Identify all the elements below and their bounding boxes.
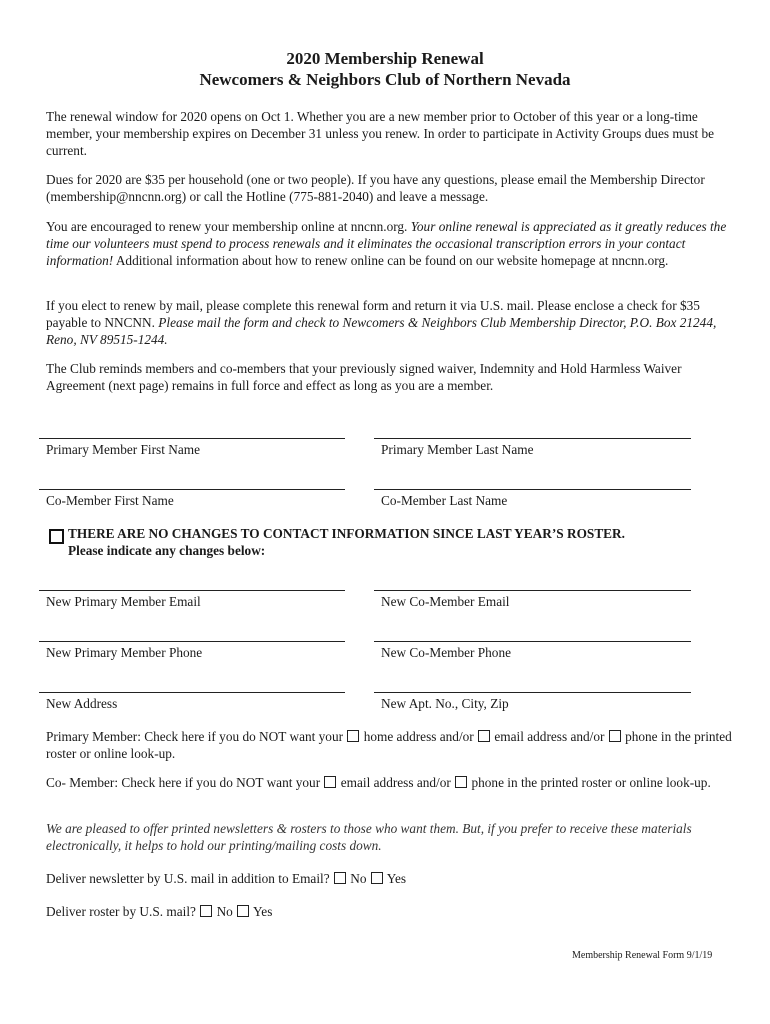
co-privacy-paragraph	[46, 774, 736, 791]
no-changes-checkbox[interactable]	[49, 529, 64, 544]
new-primary-email-field[interactable]	[39, 590, 345, 591]
new-address-label: New Address	[46, 696, 118, 711]
intro-paragraph-4	[46, 297, 736, 348]
new-primary-phone-field[interactable]	[39, 641, 345, 642]
p4-italic-text: Please mail the form and check to Newcomers & Neighbors Club Membership Director, P.O. Box 21244, Reno, NV 89515-1244.	[46, 315, 717, 347]
primary-hide-phone-checkbox[interactable]	[609, 730, 621, 742]
newsletter-question-text: Deliver newsletter by U.S. mail in addition to Email?	[46, 871, 330, 886]
indicate-changes-label: Please indicate any changes below:	[68, 543, 266, 558]
co-first-name-field[interactable]	[39, 489, 345, 490]
new-address-field[interactable]	[39, 692, 345, 693]
intro-paragraph-5: The Club reminds members and co-members that your previously signed waiver, Indemnity and Hold Harmless Waiver Agreement (next page) remains in full force and effect as long as you are a member.	[46, 361, 682, 393]
page-title: 2020 Membership Renewal	[286, 49, 484, 68]
new-primary-phone-label: New Primary Member Phone	[46, 645, 203, 660]
roster-no-label: No	[216, 904, 233, 919]
newsletter-yes-checkbox[interactable]	[371, 872, 383, 884]
no-changes-label: THERE ARE NO CHANGES TO CONTACT INFORMATION SINCE LAST YEAR’S ROSTER.	[68, 526, 625, 541]
roster-yes-checkbox[interactable]	[237, 905, 249, 917]
new-co-email-field[interactable]	[374, 590, 691, 591]
roster-question-text: Deliver roster by U.S. mail?	[46, 904, 196, 919]
co-phone-label: phone in the printed roster or online	[471, 775, 663, 790]
primary-first-name-label: Primary Member First Name	[46, 442, 200, 457]
co-last-name-field[interactable]	[374, 489, 691, 490]
primary-privacy-paragraph	[46, 728, 736, 762]
form-footer: Membership Renewal Form 9/1/19	[572, 950, 713, 961]
primary-address-label: home address and/or	[363, 729, 474, 744]
p3-text: You are encouraged to renew your membership online at nncnn.org.	[46, 219, 411, 234]
primary-email-label: email address and/or	[494, 729, 605, 744]
new-apt-city-zip-field[interactable]	[374, 692, 691, 693]
new-co-phone-field[interactable]	[374, 641, 691, 642]
co-email-label: email address and/or	[340, 775, 451, 790]
page-subtitle: Newcomers & Neighbors Club of Northern Nevada	[199, 70, 571, 89]
primary-phone-label: phone	[625, 729, 658, 744]
new-co-email-label: New Co-Member Email	[381, 594, 510, 609]
newsletter-delivery-question	[46, 870, 736, 887]
intro-paragraph-1: The renewal window for 2020 opens on Oct 1. Whether you are a new member prior to October of this year or a long-time member, your membership expires on December 31 unless you renew. In order to participate in Activity Groups dues must be current.	[46, 109, 715, 158]
intro-paragraph-2: Dues for 2020 are $35 per household (one or two people). If you have any questions, please email the Membership Director (membership@nncnn.org) or call the Hotline (775-881-2040) and leave a message.	[46, 172, 705, 204]
primary-last-name-label: Primary Member Last Name	[381, 442, 534, 457]
roster-yes-label: Yes	[253, 904, 273, 919]
p4-text: If you elect to renew by mail, please complete this renewal form and return it via U.S. mail. Please enclose a check for $35 payable to NNCNN.	[46, 298, 700, 330]
roster-no-checkbox[interactable]	[200, 905, 212, 917]
newsletter-yes-label: Yes	[386, 871, 407, 886]
co-privacy-tail: look-up.	[666, 775, 711, 790]
co-first-name-label: Co-Member First Name	[46, 493, 174, 508]
new-apt-city-zip-label: New Apt. No., City, Zip	[381, 696, 509, 711]
co-hide-phone-checkbox[interactable]	[455, 776, 467, 788]
roster-delivery-question	[46, 903, 736, 920]
p3-italic-text: Your online renewal is appreciated as it greatly reduces the time our volunteers must spend to process renewals and it eliminates the occasional transcription errors in your contact information!	[46, 219, 727, 268]
co-last-name-label: Co-Member Last Name	[381, 493, 508, 508]
primary-hide-email-checkbox[interactable]	[478, 730, 490, 742]
primary-hide-address-checkbox[interactable]	[347, 730, 359, 742]
newsletter-no-checkbox[interactable]	[334, 872, 346, 884]
p3-tail-text: Additional information about how to renew online can be found on our website homepage at nncnn.org.	[113, 253, 669, 268]
co-privacy-text: Co- Member: Check here if you do NOT want your	[46, 775, 321, 790]
new-primary-email-label: New Primary Member Email	[46, 594, 201, 609]
primary-privacy-tail: in the printed roster or online look-up.	[46, 729, 732, 761]
newsletter-note: We are pleased to offer printed newsletters & rosters to those who want them. But, if you prefer to receive these materials electronically, it helps to hold our printing/mailing costs down.	[46, 821, 692, 853]
primary-privacy-text: Primary Member: Check here if you do NOT want your	[46, 729, 344, 744]
new-co-phone-label: New Co-Member Phone	[381, 645, 511, 660]
co-hide-email-checkbox[interactable]	[324, 776, 336, 788]
primary-last-name-field[interactable]	[374, 438, 691, 439]
newsletter-no-label: No	[350, 871, 367, 886]
intro-paragraph-3	[46, 218, 736, 269]
primary-first-name-field[interactable]	[39, 438, 345, 439]
